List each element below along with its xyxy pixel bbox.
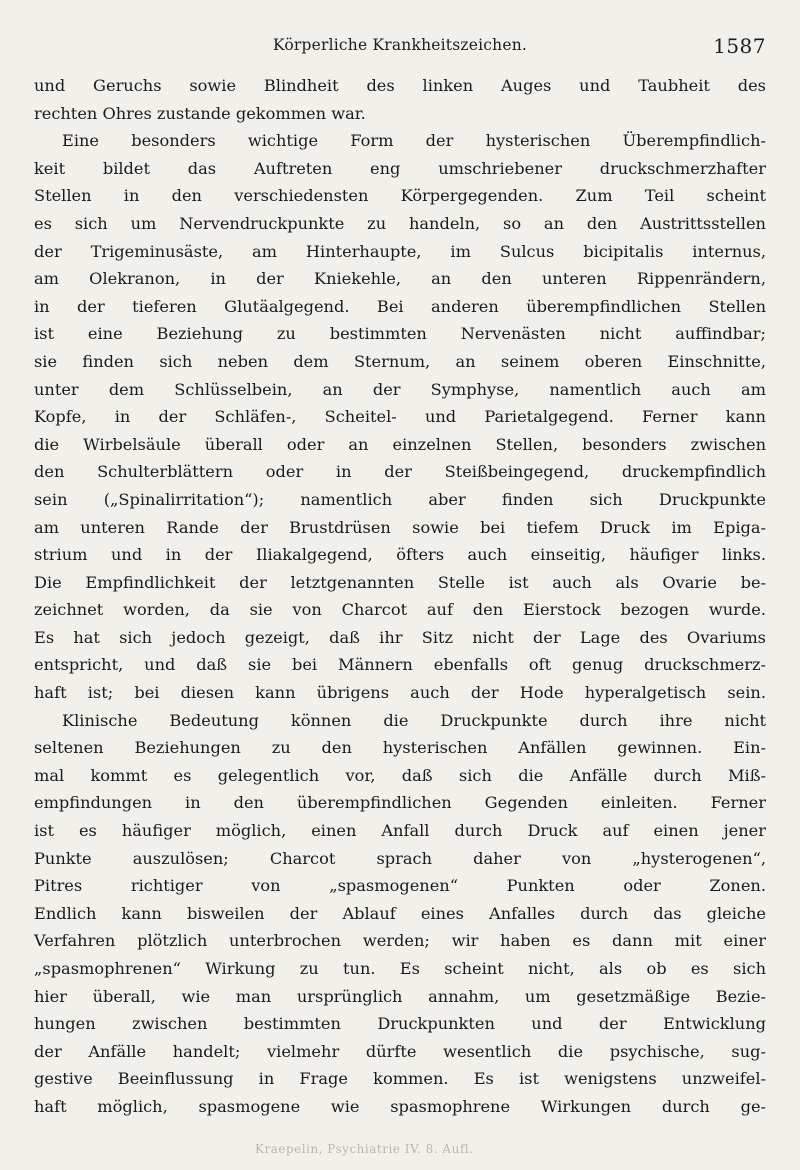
text-line: haft ist; bei diesen kann übrigens auch der Hode hyperalgetisch sein.: [34, 683, 766, 703]
text-line: hungen zwischen bestimmten Druckpunkten und der Entwicklung: [34, 1014, 766, 1034]
text-line: ist es häufiger möglich, einen Anfall durch Druck auf einen jener: [34, 821, 766, 841]
text-line: Die Empfindlichkeit der letztgenannten Stelle ist auch als Ovarie be-: [34, 572, 766, 592]
text-line: rechten Ohres zustande gekommen war.: [34, 103, 366, 123]
running-title: Körperliche Krankheitszeichen.: [272, 36, 528, 54]
running-header: [34, 34, 766, 60]
text-line: Verfahren plötzlich unterbrochen werden; wir haben es dann mit einer: [34, 931, 766, 951]
text-line: haft möglich, spasmogene wie spasmophrene Wirkungen durch ge-: [34, 1096, 766, 1116]
text-line: gestive Beeinflussung in Frage kommen. Es ist wenigstens unzweifel-: [34, 1069, 766, 1089]
text-line: und Geruchs sowie Blindheit des linken Auges und Taubheit des: [34, 76, 766, 95]
text-line: am unteren Rande der Brustdrüsen sowie bei tiefem Druck im Epiga-: [34, 517, 766, 537]
text-line: seltenen Beziehungen zu den hysterischen Anfällen gewinnen. Ein-: [34, 738, 766, 758]
text-line: der Anfälle handelt; vielmehr dürfte wesentlich die psychische, sug-: [34, 1041, 766, 1061]
text-line: Punkte auszulösen; Charcot sprach daher von „hysterogenen“,: [34, 848, 766, 868]
text-line: die Wirbelsäule überall oder an einzelnen Stellen, besonders zwischen: [34, 434, 766, 454]
text-line: Stellen in den verschiedensten Körpergegenden. Zum Teil scheint: [34, 186, 766, 206]
text-line: Eine besonders wichtige Form der hysterischen Überempfindlich-: [62, 131, 766, 151]
text-line: es sich um Nervendruckpunkte zu handeln, so an den Austrittsstellen: [34, 213, 766, 233]
text-line: Endlich kann bisweilen der Ablauf eines Anfalles durch das gleiche: [34, 903, 766, 923]
text-line: Klinische Bedeutung können die Druckpunkte durch ihre nicht: [62, 710, 766, 730]
text-line: mal kommt es gelegentlich vor, daß sich die Anfälle durch Miß-: [34, 765, 766, 785]
text-line: strium und in der Iliakalgegend, öfters auch einseitig, häufiger links.: [34, 545, 766, 565]
body-text: [34, 72, 766, 1121]
text-line: der Trigeminusäste, am Hinterhaupte, im Sulcus bicipitalis internus,: [34, 241, 766, 261]
page-number: 1587: [713, 34, 766, 58]
text-line: ist eine Beziehung zu bestimmten Nervenästen nicht auffindbar;: [34, 324, 766, 344]
text-line: sein („Spinalirritation“); namentlich aber finden sich Druckpunkte: [34, 489, 766, 509]
text-line: zeichnet worden, da sie von Charcot auf den Eierstock bezogen wurde.: [34, 600, 766, 620]
text-line: „spasmophrenen“ Wirkung zu tun. Es scheint nicht, als ob es sich: [34, 959, 766, 978]
text-line: den Schulterblättern oder in der Steißbeingegend, druckempfindlich: [34, 462, 766, 482]
text-line: Kopfe, in der Schläfen-, Scheitel- und Parietalgegend. Ferner kann: [34, 407, 766, 427]
text-line: sie finden sich neben dem Sternum, an seinem oberen Einschnitte,: [34, 351, 766, 371]
text-line: Pitres richtiger von „spasmogenen“ Punkten oder Zonen.: [34, 876, 766, 896]
text-line: Es hat sich jedoch gezeigt, daß ihr Sitz nicht der Lage des Ovariums: [34, 627, 766, 647]
text-line: unter dem Schlüsselbein, an der Symphyse, namentlich auch am: [34, 379, 766, 399]
text-line: am Olekranon, in der Kniekehle, an den unteren Rippenrändern,: [34, 269, 766, 289]
text-line: entspricht, und daß sie bei Männern ebenfalls oft genug druckschmerz-: [34, 655, 766, 675]
text-line: in der tieferen Glutäalgegend. Bei anderen überempfindlichen Stellen: [34, 296, 766, 316]
text-line: keit bildet das Auftreten eng umschriebener druckschmerzhafter: [34, 158, 766, 178]
text-line: empfindungen in den überempfindlichen Gegenden einleiten. Ferner: [34, 793, 766, 813]
text-line: hier überall, wie man ursprünglich annahm, um gesetzmäßige Bezie-: [34, 986, 766, 1006]
footer-bleed-through: Kraepelin, Psychiatrie IV. 8. Aufl.: [255, 1142, 474, 1156]
